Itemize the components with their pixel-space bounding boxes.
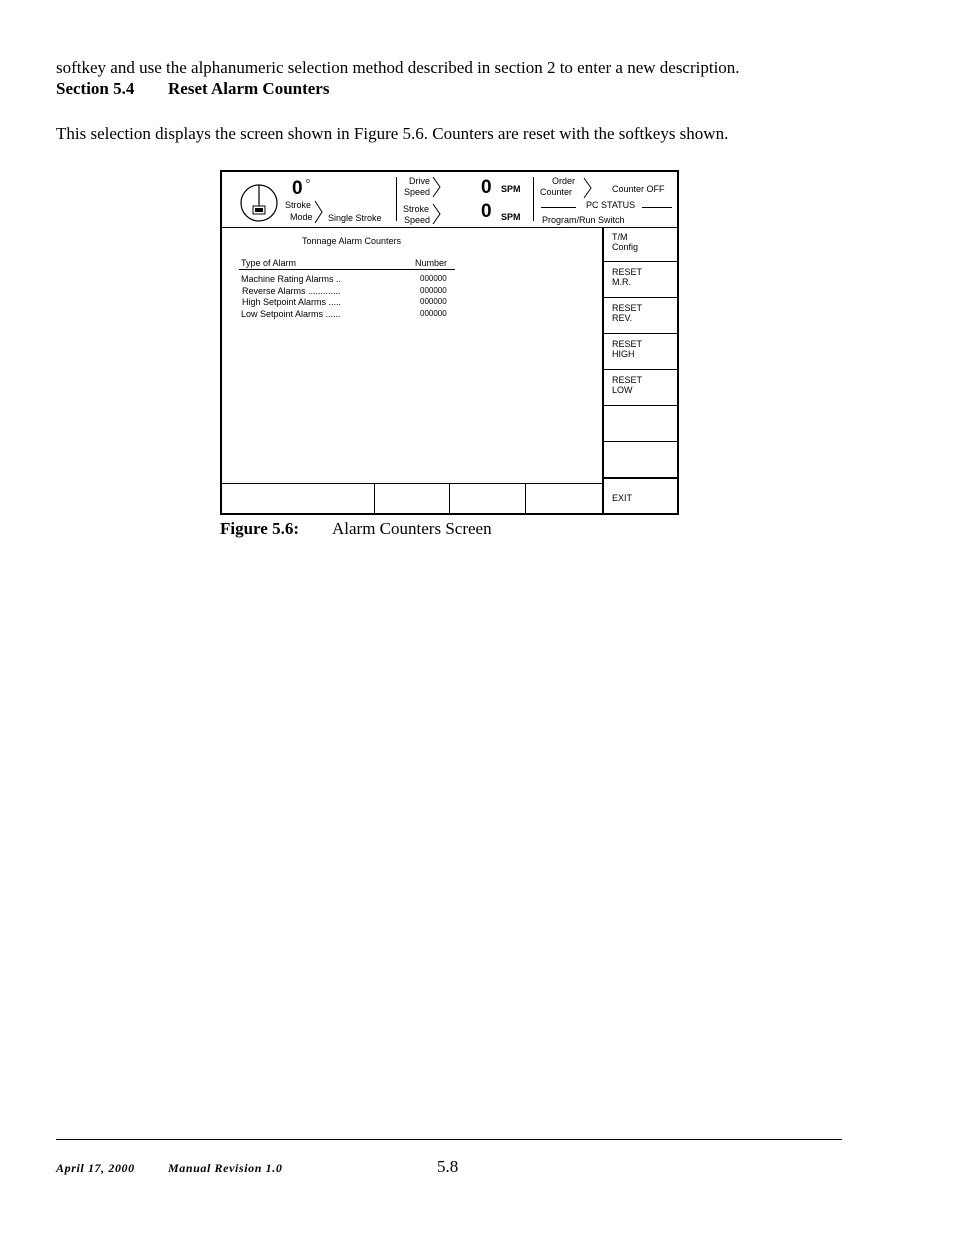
column-header-number: Number [415,258,448,268]
alarm-count-low-setpoint: 000000 [420,309,447,318]
alarm-type-high-setpoint: High Setpoint Alarms ..... [242,297,342,307]
bottom-key-3[interactable] [450,484,525,513]
alarm-counters-screen [220,170,679,515]
drive-speed-unit: SPM [501,184,521,194]
drive-speed-label-1: Drive [409,176,431,186]
crank-angle-value: 0 [292,178,303,199]
footer-date: April 17, 2000 [56,1161,135,1175]
intro-line: softkey and use the alphanumeric selection method described in section 2 to enter a new description. [56,58,740,77]
softkey-tm-config[interactable]: T/M Config [612,232,639,252]
pc-status: PC STATUS [586,200,636,210]
stroke-mode-label-1: Stroke [285,200,312,210]
chevron-right-icon [432,176,442,198]
stroke-mode-value: Single Stroke [328,213,382,223]
alarm-count-high-setpoint: 000000 [420,297,447,306]
degree-sign: o [306,178,310,185]
program-run-switch: Program/Run Switch [542,215,625,225]
stroke-speed-unit: SPM [501,212,521,222]
stroke-mode-label-2: Mode [290,212,313,222]
drive-speed-value: 0 [481,177,492,198]
softkey-blank-6[interactable] [603,405,677,441]
drive-speed-label-2: Speed [404,187,431,197]
softkey-exit[interactable]: EXIT [603,477,677,515]
page-number: 5.8 [437,1157,459,1176]
alarm-type-machine-rating: Machine Rating Alarms .. [241,274,342,284]
stroke-speed-label-2: Speed [404,215,431,225]
chevron-right-icon [583,177,593,199]
bottom-key-1[interactable] [222,484,374,513]
softkey-reset-low[interactable]: RESET LOW [603,369,677,405]
alarm-count-machine-rating: 000000 [420,274,447,283]
section-paragraph: This selection displays the screen shown in Figure 5.6. Counters are reset with the softkeys shown. [56,124,729,143]
alarm-type-low-setpoint: Low Setpoint Alarms ...... [241,309,341,319]
figure-caption: Alarm Counters Screen [332,519,492,538]
order-counter-label-1: Order [552,176,576,186]
section-number: Section 5.4 [56,79,135,98]
bottom-key-2[interactable] [375,484,449,513]
order-counter-label-2: Counter [540,187,573,197]
panel-title: Tonnage Alarm Counters [302,236,402,246]
stroke-speed-label-1: Stroke [403,204,430,214]
softkey-reset-high[interactable]: RESET HIGH [603,333,677,369]
counter-status: Counter OFF [612,184,665,194]
section-title: Reset Alarm Counters [168,79,330,98]
softkey-reset-reverse[interactable]: RESET REV. [603,297,677,333]
stroke-speed-value: 0 [481,201,492,222]
chevron-right-icon [432,203,442,225]
alarm-count-reverse: 000000 [420,286,447,295]
stroke-angle-dial-icon [240,184,278,222]
softkey-blank-7[interactable] [603,441,677,477]
chevron-right-icon [314,200,324,224]
softkey-reset-machine-rating[interactable]: RESET M.R. [603,261,677,297]
bottom-key-4[interactable] [526,484,602,513]
footer-revision: Manual Revision 1.0 [168,1161,283,1175]
column-header-type: Type of Alarm [241,258,297,268]
alarm-type-reverse: Reverse Alarms ............. [242,286,341,296]
figure-label: Figure 5.6: [220,519,300,538]
footer-rule [56,1139,842,1140]
